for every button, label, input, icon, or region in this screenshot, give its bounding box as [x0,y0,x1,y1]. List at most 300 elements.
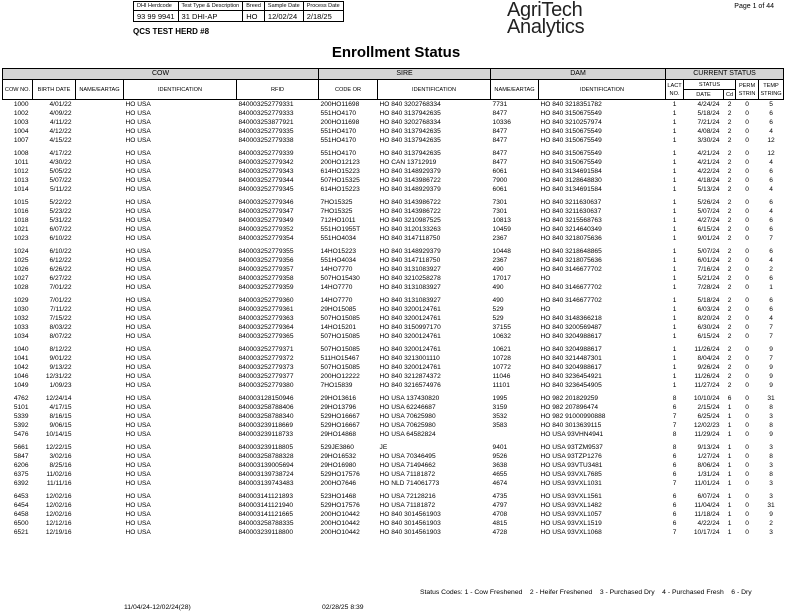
cell-perm-string: 0 [745,355,749,362]
cell-dam-name: 17017 [492,275,511,282]
cell-temp-string: 6 [769,306,773,313]
cell-cow-name [76,109,124,118]
cell-status-date: 4/22/24 [697,168,720,175]
cell-cow-id: HO USA [125,150,151,157]
cell-dam-name: 2367 [492,235,508,242]
cell-status-cd: 1 [727,471,732,478]
cell-sire-code: 507HO15430 [320,275,360,282]
cell-dam-name: 4708 [492,511,508,518]
cell-cow-id: HO USA [125,199,151,206]
cell-lact-no: 1 [672,315,677,322]
cell-lact-no: 1 [672,257,677,264]
cell-birth-date: 12/19/16 [45,529,72,536]
cell-dam-name: 11046 [492,373,511,380]
cell-cow-id: HO USA [125,520,151,527]
col-temp-string: TEMP STRING [759,80,784,100]
table-row [3,136,784,145]
cell-rfid: 840003252779357 [238,266,294,273]
cell-cow-id: HO USA [125,444,151,451]
cell-status-cd: 2 [727,137,732,144]
cell-status-cd: 2 [727,128,732,135]
herdcode-value: 93 99 9941 [134,11,179,22]
cell-cow-name [76,479,124,488]
table-row [3,452,784,461]
cell-perm-string: 0 [745,502,749,509]
cell-status-date: 5/18/24 [697,297,720,304]
cell-dam-id: HO 840 3210257974 [540,119,602,126]
cell-rfid: 840003252779349 [238,217,294,224]
cell-dam-name: 7301 [492,199,508,206]
cell-perm-string: 0 [745,315,749,322]
cell-lact-no: 1 [672,208,677,215]
cell-cow-id: HO USA [125,382,151,389]
cell-temp-string: 4 [769,315,773,322]
footer-print-timestamp: 02/28/25 8:39 [322,604,364,611]
cell-status-date: 6/07/24 [697,493,720,500]
cell-status-date: 11/29/24 [694,431,720,438]
cell-lact-no: 6 [672,471,677,478]
table-row [3,372,784,381]
cell-dam-name: 4655 [492,471,508,478]
table-row [3,461,784,470]
cell-sire-id: HO 840 3143986722 [379,199,441,206]
cell-cow-name [76,207,124,216]
cell-rfid: 840003239118733 [238,431,294,438]
cell-cow-name [76,390,124,403]
table-row [3,528,784,537]
cell-birth-date: 8/03/22 [49,324,72,331]
cell-cow-no: 1004 [13,128,29,135]
cell-cow-name [76,145,124,158]
cell-sire-id: HO 840 3200124761 [379,364,441,371]
cell-birth-date: 5/23/22 [49,208,72,215]
cell-sire-code: 200HO10442 [320,520,360,527]
cell-lact-no: 1 [672,119,677,126]
cell-cow-name [76,118,124,127]
cell-perm-string: 0 [745,413,749,420]
cell-cow-id: HO USA [125,266,151,273]
cell-birth-date: 12/02/16 [45,493,72,500]
cell-sire-id: HO 840 3200124761 [379,315,441,322]
cell-birth-date: 8/16/15 [49,413,72,420]
table-row [3,207,784,216]
cell-dam-id: HO 840 3150675549 [540,150,602,157]
cell-sire-code: 29HO14868 [320,431,357,438]
cell-perm-string: 0 [745,217,749,224]
cell-status-date: 9/26/24 [697,364,720,371]
cell-cow-id: HO USA [125,208,151,215]
cell-sire-id: HO 840 3137942635 [379,128,441,135]
col-status-cd: Cd [724,90,736,100]
cell-cow-no: 1041 [13,355,29,362]
cell-cow-id: HO USA [125,110,151,117]
cell-rfid: 840003258788328 [238,453,294,460]
status-codes-legend: Status Codes: 1 - Cow Freshened 2 - Heifer Freshened 3 - Purchased Dry 4 - Purchased Fresh 6 - Dry [420,589,752,596]
col-status-date: DATE [684,90,724,100]
cell-cow-no: 6206 [13,462,29,469]
cell-dam-name: 3583 [492,422,508,429]
group-sire: SIRE [319,69,491,80]
cell-status-date: 11/26/24 [694,373,720,380]
cell-cow-id: HO USA [125,529,151,536]
table-row [3,421,784,430]
cell-status-cd: 2 [727,275,732,282]
cell-rfid: 840003128150946 [238,395,294,402]
cell-rfid: 840003252779359 [238,284,294,291]
cell-rfid: 840003252779352 [238,226,294,233]
cell-dam-id: HO 840 3236454921 [540,373,602,380]
cell-perm-string: 0 [745,373,749,380]
cell-status-date: 11/01/24 [694,480,720,487]
cell-status-cd: 1 [727,502,732,509]
cell-dam-name: 4735 [492,493,508,500]
enrollment-table [2,68,784,537]
cell-dam-name: 10459 [492,226,511,233]
cell-status-date: 6/15/24 [697,333,720,340]
cell-perm-string: 0 [745,284,749,291]
cell-temp-string: 6 [769,110,773,117]
col-sire-code: CODE OR [319,80,378,100]
table-row [3,381,784,390]
cell-dam-id: HO 840 3214487301 [540,355,602,362]
cell-rfid: 840003258788406 [238,404,294,411]
cell-cow-no: 5392 [13,422,29,429]
cell-rfid: 840003252779342 [238,159,294,166]
cell-sire-code: 507HO15085 [320,333,360,340]
cell-sire-code: 507HO15085 [320,315,360,322]
cell-status-cd: 1 [727,511,732,518]
cell-status-cd: 2 [727,315,732,322]
cell-cow-no: 1018 [13,217,29,224]
herd-info-box [133,1,344,22]
cell-dam-id: HO [540,275,551,282]
cell-lact-no: 1 [672,284,677,291]
cell-cow-name [76,381,124,390]
cell-cow-name [76,274,124,283]
cell-cow-name [76,510,124,519]
cell-cow-no: 1034 [13,333,29,340]
cell-temp-string: 31 [767,395,775,402]
cell-birth-date: 10/14/15 [45,431,72,438]
cell-lact-no: 1 [672,306,677,313]
cell-cow-no: 4762 [13,395,29,402]
cell-rfid: 840003252779372 [238,355,294,362]
cell-status-cd: 2 [727,208,732,215]
cell-sire-id: HO 840 3147118750 [379,235,441,242]
cell-temp-string: 5 [769,101,773,108]
cell-lact-no: 1 [672,186,677,193]
cell-perm-string: 0 [745,462,749,469]
cell-dam-id: HO USA 93VHN4941 [540,431,604,438]
cell-birth-date: 6/27/22 [49,275,72,282]
cell-status-date: 7/21/24 [697,119,720,126]
cell-status-date: 11/27/24 [694,382,720,389]
cell-lact-no: 1 [672,177,677,184]
cell-status-cd: 1 [727,453,732,460]
cell-status-cd: 1 [727,404,732,411]
cell-perm-string: 0 [745,226,749,233]
cell-status-date: 5/21/24 [697,275,720,282]
breed-label: Breed [243,2,265,11]
cell-birth-date: 6/12/22 [49,257,72,264]
cell-lact-no: 1 [672,373,677,380]
cell-dam-id: HO 840 3150675549 [540,110,602,117]
cell-temp-string: 3 [769,480,773,487]
breed-value: HO [243,11,265,22]
cell-rfid: 840003252779339 [238,150,294,157]
cell-cow-id: HO USA [125,453,151,460]
cell-lact-no: 1 [672,275,677,282]
cell-dam-name: 4674 [492,480,508,487]
cell-cow-no: 5661 [13,444,29,451]
table-row [3,519,784,528]
cell-perm-string: 0 [745,150,749,157]
cell-status-cd: 2 [727,186,732,193]
cell-cow-no: 6392 [13,480,29,487]
cell-dam-id: HO 840 3146677702 [540,266,602,273]
cell-birth-date: 4/12/22 [49,128,72,135]
cell-dam-id: HO USA 93VXL1561 [540,493,602,500]
cell-cow-no: 1011 [14,159,29,166]
cell-lact-no: 8 [672,444,677,451]
cell-dam-id: HO USA 93TZP1276 [540,453,602,460]
cell-dam-id: HO USA 93VXL7685 [540,471,602,478]
cell-cow-id: HO USA [125,511,151,518]
cell-dam-id: HO USA 93VXL1068 [540,529,602,536]
cell-birth-date: 6/07/22 [49,226,72,233]
cell-cow-name [76,452,124,461]
cell-lact-no: 7 [672,529,677,536]
cell-status-cd: 2 [727,324,732,331]
col-perm-string: PERM STRIN [736,80,759,100]
cell-perm-string: 0 [745,453,749,460]
herdcode-label: DHI Herdcode [134,2,179,11]
cell-lact-no: 7 [672,413,677,420]
cell-sire-code: 14HO7770 [320,297,353,304]
cell-sire-code: 529HO17576 [320,502,360,509]
cell-cow-no: 1021 [13,226,29,233]
cell-cow-no: 1033 [13,324,29,331]
cell-birth-date: 4/30/22 [49,159,72,166]
cell-status-cd: 1 [727,480,732,487]
cell-sire-id: HO 840 3216574976 [379,382,441,389]
cell-sire-code: 29HO16532 [320,453,357,460]
cell-dam-id: HO 840 3013639115 [540,422,602,429]
cell-temp-string: 4 [769,257,773,264]
cell-dam-name: 10621 [492,346,511,353]
cell-temp-string: 6 [769,275,773,282]
cell-dam-name: 529 [492,315,504,322]
process-date-label: Process Date [303,2,343,11]
cell-cow-no: 5339 [13,413,29,420]
col-cow-no: COW NO. [3,80,33,100]
table-row [3,127,784,136]
cell-birth-date: 3/02/16 [49,453,72,460]
cell-temp-string: 4 [769,186,773,193]
cell-temp-string: 6 [769,199,773,206]
herd-name: QCS TEST HERD #8 [133,27,210,36]
group-cow: COW [3,69,319,80]
cell-temp-string: 8 [769,453,773,460]
cell-lact-no: 1 [672,364,677,371]
cell-sire-id: HO USA 71181872 [379,471,436,478]
cell-birth-date: 4/15/22 [49,137,72,144]
cell-sire-id: HO 840 3213001110 [379,355,440,362]
cell-sire-id: HO USA 71181872 [379,502,436,509]
cell-perm-string: 0 [745,431,749,438]
cell-dam-name: 6061 [492,186,508,193]
cell-temp-string: 6 [769,226,773,233]
cell-cow-id: HO USA [125,186,151,193]
cell-cow-no: 1025 [13,257,29,264]
cell-rfid: 840003252779356 [238,257,294,264]
cell-sire-id: HO 840 3200124761 [379,346,441,353]
cell-birth-date: 7/01/22 [49,297,72,304]
cell-status-cd: 2 [727,306,732,313]
cell-dam-name: 4797 [492,502,508,509]
cell-perm-string: 0 [745,346,749,353]
cell-lact-no: 8 [672,395,677,402]
cell-temp-string: 12 [767,137,775,144]
cell-cow-id: HO USA [125,248,151,255]
cell-sire-code: 14HO15223 [320,248,357,255]
cell-sire-code: 7HO15325 [320,208,353,215]
cell-status-cd: 2 [727,257,732,264]
cell-birth-date: 5/11/22 [49,186,72,193]
cell-perm-string: 0 [745,297,749,304]
cell-perm-string: 0 [745,471,749,478]
cell-status-date: 4/21/24 [697,159,720,166]
col-dam-id: IDENTIFICATION [539,80,666,100]
cell-sire-code: 529HO16667 [320,422,360,429]
cell-cow-name [76,305,124,314]
cell-birth-date: 6/10/22 [49,235,72,242]
cell-cow-no: 1042 [13,364,29,371]
cell-status-cd: 2 [727,333,732,340]
cell-sire-code: 551HO4170 [320,150,357,157]
cell-cow-id: HO USA [125,480,151,487]
cell-cow-name [76,332,124,341]
cell-perm-string: 0 [745,199,749,206]
cell-dam-id: HO 840 3215568763 [540,217,602,224]
cell-status-date: 9/13/24 [697,444,720,451]
cell-cow-id: HO USA [125,101,151,108]
cell-dam-name: 1995 [492,395,508,402]
cell-dam-name: 10728 [492,355,511,362]
cell-lact-no: 1 [672,324,677,331]
cell-temp-string: 7 [769,235,773,242]
cell-perm-string: 0 [745,444,749,451]
cell-rfid: 840003252779344 [238,177,294,184]
cell-cow-no: 1007 [13,137,29,144]
cell-dam-id: HO 840 3218351782 [540,101,602,108]
cell-rfid: 840003239118669 [238,422,294,429]
cell-rfid: 840003252779331 [238,101,294,108]
cell-perm-string: 0 [745,101,749,108]
cell-sire-id: HO USA 70625980 [379,422,436,429]
cell-status-cd: 1 [727,462,732,469]
cell-cow-no: 6454 [13,502,29,509]
cell-sire-id: HO USA 71494662 [379,462,436,469]
col-sire-id: IDENTIFICATION [378,80,491,100]
cell-birth-date: 4/01/22 [49,101,72,108]
cell-sire-id: HO 840 3131083927 [379,266,441,273]
table-row [3,412,784,421]
cell-birth-date: 7/11/22 [49,306,72,313]
cell-status-date: 6/25/24 [697,413,720,420]
cell-cow-no: 5101 [13,404,29,411]
cell-status-date: 8/20/24 [697,315,720,322]
col-lact-no: LACT NO. [666,80,684,100]
cell-birth-date: 11/11/16 [46,480,72,487]
cell-perm-string: 0 [745,422,749,429]
cell-cow-name [76,363,124,372]
cell-birth-date: 1/09/23 [49,382,72,389]
cell-cow-name [76,234,124,243]
cell-rfid: 840003239118805 [238,444,294,451]
table-row [3,390,784,403]
cell-status-date: 1/31/24 [697,471,720,478]
cell-status-cd: 2 [727,226,732,233]
cell-lact-no: 1 [672,199,677,206]
cell-cow-no: 1013 [13,177,29,184]
cell-rfid: 840003252779335 [238,128,294,135]
cell-dam-name: 9401 [492,444,508,451]
cell-rfid: 840003252779333 [238,110,294,117]
table-row [3,256,784,265]
cell-dam-name: 8477 [492,137,508,144]
cell-perm-string: 0 [745,480,749,487]
cell-sire-id: HO 840 3150997170 [379,324,441,331]
cell-cow-name [76,185,124,194]
cell-sire-id: HO 840 3202768334 [379,101,441,108]
cell-birth-date: 8/12/22 [49,346,72,353]
cell-birth-date: 12/02/16 [45,511,72,518]
cell-dam-id: HO USA 93TZM9537 [540,444,603,451]
table-row [3,109,784,118]
cell-rfid: 840003141121940 [238,502,294,509]
cell-cow-no: 1003 [13,119,29,126]
cell-cow-no: 1000 [13,101,29,108]
cell-status-date: 2/15/24 [697,404,720,411]
cell-temp-string: 2 [769,520,773,527]
cell-birth-date: 4/17/22 [49,150,72,157]
cell-sire-id: JE [379,444,388,451]
sample-date-label: Sample Date [264,2,303,11]
cell-dam-id: HO 840 3218075636 [540,235,602,242]
cell-sire-code: 29HO13796 [320,404,357,411]
cell-birth-date: 12/02/16 [45,502,72,509]
cell-temp-string: 3 [769,444,773,451]
cell-sire-id: HO USA 62246687 [379,404,436,411]
cell-sire-code: 507HO15085 [320,364,360,371]
cell-status-cd: 1 [727,444,732,451]
cell-cow-id: HO USA [125,471,151,478]
cell-sire-id: HO 840 3120133263 [379,226,441,233]
cell-temp-string: 3 [769,413,773,420]
cell-status-cd: 2 [727,159,732,166]
cell-sire-code: 551HO4170 [320,137,357,144]
cell-status-date: 1/27/24 [697,453,720,460]
cell-lact-no: 1 [672,226,677,233]
cell-dam-name: 6061 [492,168,508,175]
table-row [3,274,784,283]
cell-cow-id: HO USA [125,257,151,264]
cell-perm-string: 0 [745,511,749,518]
cell-dam-name: 4815 [492,520,508,527]
cell-status-cd: 2 [727,177,732,184]
cell-status-date: 4/22/24 [697,520,720,527]
